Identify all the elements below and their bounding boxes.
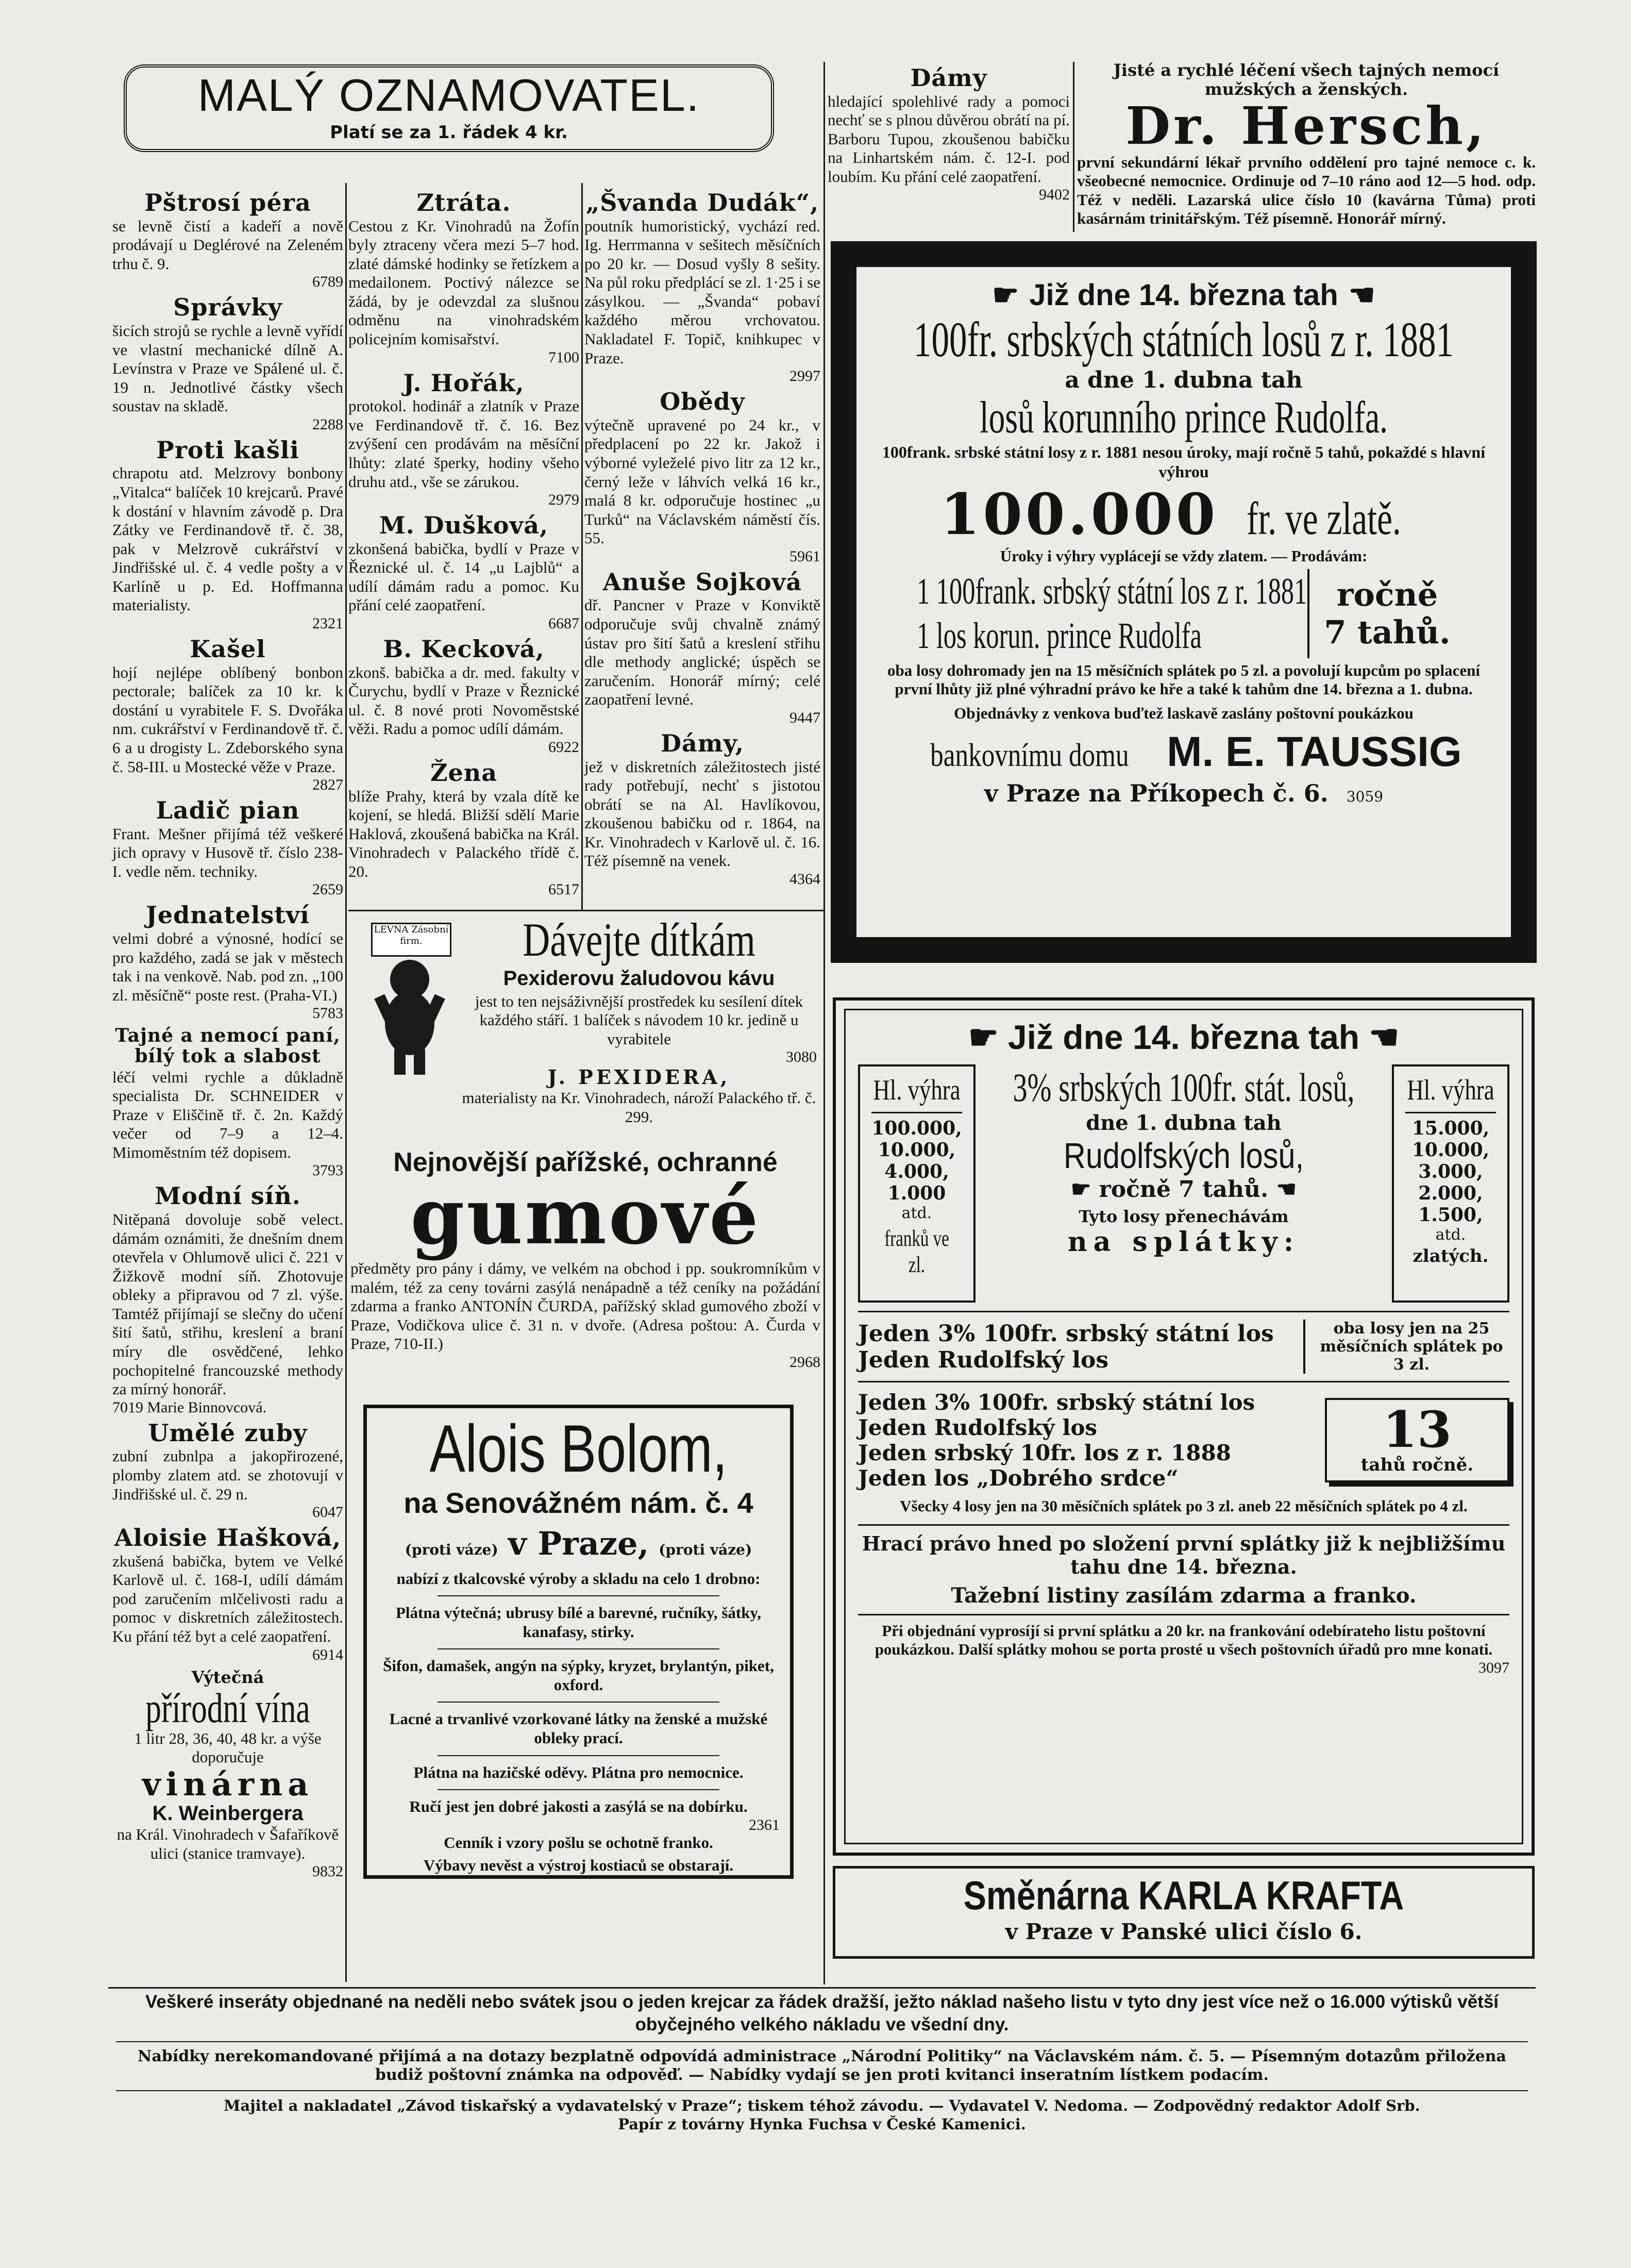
- draws-badge-text: tahů ročně.: [1360, 1455, 1474, 1475]
- prize-value: atd.: [901, 1204, 932, 1222]
- ad-text: hojí nejlépe oblíbený bonbon pectorale; balíček za 10 kr. k dostání u vyrabitele F. S. Dvořáka nm. cukrářství v Ferdinandově tř. č. 6 a u drogisty L. Zdeborského syna č. 58-III. u Mostecké věže v Praze.: [112, 663, 343, 776]
- classified-ad: [584, 730, 820, 888]
- bolom-line: Cenník i vzory pošlu se ochotně franko.: [444, 1833, 713, 1852]
- footer-line: Papír z továrny Hynka Fuchsa v České Kamenici.: [618, 2115, 1026, 2133]
- classified-ad: [112, 1525, 343, 1663]
- ad-title: Aloisie Hašková,: [114, 1524, 342, 1552]
- rubber-code: 2968: [789, 1353, 820, 1371]
- lottery-center1: 3% srbských 100fr. stát. losů,: [1013, 1065, 1355, 1110]
- lottery-four-item: Jeden Rudolfský los: [858, 1415, 1098, 1440]
- ad-title: Ladič pian: [156, 796, 300, 825]
- wine-ad: [112, 1667, 343, 1880]
- lottery-play-box: [858, 1524, 1509, 1615]
- bolom-code: 2361: [749, 1816, 780, 1833]
- rubber-top: Nejnovější pařížské, ochranné: [393, 1147, 778, 1177]
- lottery-four-item: Jeden los „Dobrého srdce“: [858, 1465, 1179, 1491]
- rubber-big: gumové: [410, 1171, 761, 1262]
- column-3: [584, 187, 820, 892]
- taussig-draws: 7 tahů.: [1324, 613, 1451, 652]
- ad-text: se levně čistí a kadeří a nově prodávají u Deglérové na Zeleném trhu č. 9.: [112, 216, 343, 273]
- classified-ad: [112, 1026, 343, 1179]
- ad-text: protokol. hodinář a zlatník v Praze ve Ferdinandově tř. č. 16. Bez zvýšení cen prodávám na měsíční lhůty: zlaté šperky, hodiny všeho druhu atd., vše se zárukou.: [348, 397, 579, 491]
- taussig-line6: Úroky i výhry vyplácejí se vždy zlatem. — Prodávám:: [1000, 547, 1368, 565]
- lottery-four-item: Jeden 3% 100fr. srbský státní los: [858, 1390, 1255, 1415]
- ad-code: 6517: [548, 881, 579, 898]
- classified-ad: [112, 190, 343, 290]
- bolom-divider: [438, 1789, 719, 1790]
- lottery-center6: na splátky:: [1067, 1226, 1300, 1258]
- taussig-addr: v Praze na Příkopech č. 6.: [984, 779, 1329, 808]
- children-text: jest to ten nejsáživnější prostředek ku sesílení dítek každého stáří. 1 balíček s návodem 10 kr. jedině u vyrabitele: [475, 992, 803, 1048]
- prize-box-title: Hl. výhra: [1405, 1074, 1496, 1113]
- ad-text: léčí velmi rychle a důkladně specialista Dr. SCHNEIDER v Praze v Eliščině tř. č. 2n. Každý večer od 7–9 a 12–4. Mimoměstním též dopisem.: [112, 1068, 343, 1161]
- taussig-yearly: ročně: [1336, 576, 1438, 614]
- lottery-four-item: Jeden srbský 10fr. los z r. 1888: [858, 1440, 1231, 1465]
- taussig-bank-name: M. E. TAUSSIG: [1167, 728, 1462, 776]
- ad-code: 2827: [312, 776, 343, 794]
- ad-code: 7019 Marie Binnovcová.: [112, 1398, 267, 1416]
- ad-title: Anuše Sojková: [602, 568, 802, 596]
- ad-title: „Švanda Dudák“,: [585, 189, 819, 216]
- taussig-line7: oba losy dohromady jen na 15 měsíčních splátek po 5 zl. a povolují kupcům po splacení první lhůty již plné výhradní právo ke hře a také k tahům dne 14. března a 1. dubna.: [887, 661, 1481, 698]
- ad-code: 2979: [548, 491, 579, 509]
- taussig-line4: losů korunního prince Rudolfa.: [980, 392, 1388, 443]
- bolom-city-pre: (proti váze): [405, 1541, 498, 1558]
- column-rule-1: [345, 183, 347, 1982]
- ad-code: 6789: [312, 273, 343, 291]
- hersch-text: první sekundární lékař prvního oddělení pro tajné nemoce c. k. všeobecné nemocnice. Ordinuje od 7–10 ráno aod 12—5 hod. odp. Též v neděli. Lazarská ulice číslo 10 (kavárna Tůma) proti kasárnám trinitářským. Též písemně. Honorář mírný.: [1077, 153, 1536, 228]
- footer-divider: [116, 2090, 1528, 2091]
- taussig-amount: 100.000: [940, 480, 1219, 547]
- lottery-line1: ☛ Již dne 14. března tah ☚: [968, 1018, 1400, 1056]
- classified-ad: [112, 636, 343, 793]
- lottery-pair-a: [858, 1311, 1509, 1374]
- ad-code: 6687: [548, 615, 579, 632]
- bolom-line: Plátna výtečná; ubrusy bílé a barevné, ručníky, šátky, kanafasy, stirky.: [395, 1604, 762, 1641]
- ad-text: zkušená babička, bytem ve Velké Karlově ul. č. 168-I, udílí dámám pod zaručením mlčelivosti radu a pomoc v diskretních záležitostech. Ku přání též byt a celé zaopatření.: [112, 1552, 343, 1646]
- column-rule-3: [823, 62, 825, 1985]
- classified-ad: [348, 512, 579, 632]
- bolom-line: Výbavy nevěst a výstroj kostiaců se obstarají.: [423, 1856, 734, 1875]
- lottery-ad: [844, 1009, 1523, 1844]
- bolom-line: nabízí z tkalcovské výroby a skladu na celo 1 drobno:: [396, 1569, 761, 1588]
- taussig-ad-frame: [831, 241, 1537, 963]
- column-rule-2: [581, 183, 583, 910]
- bolom-line: Lacné a trvanlivé vzorkované látky na ženské a mužské obleky prací.: [389, 1710, 768, 1747]
- footer-line: Veškeré inseráty objednané na neděli nebo svátek jsou o jeden krejcar za řádek dražší, ježto náklad našeho listu v tyto dny jest více než o 16.000 výtisků větší obyčejného velkého nákladu ve všední dny.: [145, 1992, 1499, 2034]
- taussig-addr-row: [872, 779, 1495, 807]
- wine-owner: K. Weinbergera: [152, 1802, 304, 1825]
- center-rule: [348, 910, 823, 911]
- pointing-hand-icon: ☛: [968, 1018, 999, 1056]
- prize-value: atd.: [1435, 1226, 1466, 1244]
- prize-value: 2.000,: [1418, 1182, 1483, 1204]
- classified-ad: [584, 190, 820, 385]
- ad-title: Tajné a nemocí paní, bílý tok a slabost: [115, 1025, 341, 1067]
- taussig-code: 3059: [1346, 788, 1384, 806]
- bolom-divider: [438, 1755, 719, 1756]
- bolom-line: Ručí jest jen dobré jakosti a zasýlá se na dobírku.: [409, 1797, 748, 1816]
- hersch-ad: [1077, 61, 1536, 228]
- footer-line: Nabídky nerekomandované přijímá a na dotazy bezplatně odpovídá administrace „Národní Politiky“ na Václavském nám. č. 5. — Písemným dotazům přiložena budiž poštovní známka na odpověď. — Nabídky vydají se jen proti kvitanci inseratním lístkem podacím.: [138, 2047, 1506, 2084]
- ad-text: Cestou z Kr. Vinohradů na Žofín byly ztraceny včera mezi 5–7 hod. zlaté dámské hodinky se řetízkem a medailonem. Poctivý nálezce se žádá, by je odevzdal za slušnou odměnu na vinohradském policejním komisařství.: [348, 216, 579, 348]
- lottery-center4: ☛ ročně 7 tahů. ☚: [1070, 1176, 1297, 1203]
- ad-text: šicích strojů se rychle a levně vyřídí ve vlastní mechanické dílně A. Levínstra v Praze ve Spálené ul. č. 19 n. Jednotlivé částky všech soustav na skladě.: [112, 321, 343, 415]
- ad-code: 6047: [312, 1504, 343, 1521]
- children-coffee-ad: [350, 915, 820, 1142]
- ad-title: J. Hořák,: [403, 369, 525, 397]
- ad-text: chrapotu atd. Melzrovy bonbony „Vitalca“ balíček 10 krejcarů. Pravé k dostání v hlavním závodě p. Dra Zátky ve Ferdinandově tř. č. 38, pak v Melzrově cukrářství v Jindřišské ul. č. 4 vedle pošty a v Karlíně u p. Ed. Hoffmanna materialisty.: [112, 464, 343, 614]
- taussig-amount-suffix: fr. ve zlatě.: [1247, 493, 1402, 544]
- ad-code: 3793: [312, 1162, 343, 1179]
- column-1: [112, 187, 343, 1884]
- ad-text: výtečně upravené po 24 kr., v předplacení po 22 kr. Jakož i výborné vyleželé pivo litr za 12 kr., černý leže v láhvích velká 16 kr., malá 8 kr. odporučuje hostinec „u Turků“ na Václavském náměstí čís. 55.: [584, 415, 820, 547]
- ad-code: 2288: [312, 415, 343, 433]
- ad-title: Dámy: [910, 64, 987, 92]
- pointing-hand-icon: ☚: [1268, 1176, 1297, 1203]
- ad-text: hledající spolehlivé rady a pomoci nechť se s plnou důvěrou obrátí na pí. Barboru Tupou, zkoušenou babičku na Linhartském nám. č. 12-I. pod loubím. Ku přání celé zaopatření.: [828, 92, 1070, 186]
- ad-title: Dámy,: [661, 729, 744, 757]
- pointing-hand-icon: ☛: [992, 278, 1019, 312]
- footer: [116, 1991, 1528, 2133]
- classified-ad: [348, 636, 579, 756]
- bolom-divider: [438, 1595, 719, 1596]
- ad-code: 9402: [1039, 186, 1070, 204]
- lottery-center2: dne 1. dubna tah: [1086, 1111, 1282, 1135]
- ad-title: Správky: [173, 293, 282, 322]
- children-code: 3080: [786, 1048, 817, 1066]
- ad-code: 5961: [789, 547, 820, 565]
- lottery-four: [858, 1381, 1509, 1491]
- krafta-ad: [833, 1866, 1535, 1959]
- prize-box-foot: zlatých.: [1413, 1246, 1489, 1266]
- classified-ad: [112, 437, 343, 632]
- lottery-play2: Tažební listiny zasílám zdarma a franko.: [951, 1583, 1417, 1608]
- logo-figure: [371, 923, 448, 1077]
- footer-line: Majitel a nakladatel „Závod tiskařský a vydavatelský v Praze“; tiskem téhož závodu. — Vydavatel V. Nedoma. — Zodpovědný redaktor Adolf Srb.: [224, 2096, 1420, 2114]
- ad-code: 6914: [312, 1646, 343, 1663]
- bolom-divider: [438, 1702, 719, 1703]
- taussig-pair: [872, 569, 1495, 658]
- ad-title: Ztráta.: [416, 189, 511, 216]
- prize-box-title: Hl. výhra: [871, 1074, 962, 1113]
- ad-title: Umělé zuby: [148, 1419, 308, 1447]
- lottery-center5: Tyto losy přenechávám: [1079, 1207, 1289, 1226]
- children-title: Dávejte dítkám: [523, 913, 755, 966]
- ad-code: 4364: [789, 870, 820, 888]
- classified-ad: [112, 797, 343, 898]
- children-subtitle: Pexiderovu žaludovou kávu: [503, 966, 775, 990]
- logo-sign: [371, 923, 451, 957]
- bolom-name: Alois Bolom,: [429, 1411, 728, 1486]
- ad-text: Frant. Mešner přijímá též veškeré jich opravy v Husově tř. číslo 238-I. vedle něm. techniky.: [112, 824, 343, 880]
- prize-value: 10.000,: [878, 1139, 956, 1161]
- classified-ad: [112, 902, 343, 1022]
- draws-badge-number: 13: [1383, 1400, 1452, 1459]
- lottery-pair-a-note: oba losy jen na 25 měsíčních splátek po 3 zl.: [1303, 1320, 1509, 1374]
- taussig-ad: [856, 267, 1511, 937]
- column-2: [348, 187, 579, 902]
- krafta-addr: v Praze v Panské ulici číslo 6.: [1005, 1919, 1363, 1944]
- ad-title: Modní síň.: [155, 1182, 301, 1210]
- ad-code: 2997: [789, 368, 820, 385]
- ad-code: 7100: [548, 348, 579, 366]
- prize-value: 1.000: [887, 1182, 946, 1204]
- lottery-pair-a1: Jeden 3% 100fr. srbský státní los: [858, 1320, 1274, 1347]
- lottery-ad-frame: [833, 997, 1535, 1856]
- footer-rule: [108, 1987, 1536, 1989]
- draws-badge: [1325, 1398, 1509, 1482]
- children-maker: J. PEXIDERA,: [547, 1065, 731, 1089]
- footer-divider: [116, 2041, 1528, 2042]
- children-addr: materialisty na Kr. Vinohradech, nároží Palackého tř. č. 299.: [462, 1089, 816, 1126]
- hersch-name: Dr. Hersch,: [1125, 95, 1487, 156]
- column-rule-4: [1073, 62, 1074, 232]
- ad-text: zkonšená babička, bydlí v Praze v Řeznické ul. č. 14 „u Lajblů“ a udílí dámám radu a pomoc. Ku přání celé zaopatření.: [348, 539, 579, 614]
- ad-text: zubní zubnlpa a jakopřirozené, plomby zlatem atd. se zhotovují v Jindřišské ul. č. 29 n.: [112, 1447, 343, 1503]
- prize-value: 10.000,: [1411, 1139, 1490, 1161]
- prize-box-right: [1392, 1064, 1509, 1303]
- lottery-play1: Hrací právo hned po složení první splátky již k nejbližšímu tahu dne 14. března.: [862, 1531, 1506, 1578]
- lottery-order: Při objednání vyprosíjí si první splátku a 20 kr. na frankování odebírateho listu poštovní poukázkou. Další splátky mohou se porta prosté u všech poštovních úřadů pro mne konati.: [875, 1621, 1493, 1659]
- ad-title: Žena: [430, 758, 498, 787]
- pointing-hand-icon: ☚: [1369, 1018, 1400, 1056]
- classified-ad: [112, 294, 343, 432]
- taussig-pair2: 1 los korun. prince Rudolfa: [917, 615, 1202, 657]
- lottery-pair-a2: Jeden Rudolfský los: [858, 1346, 1109, 1373]
- ad-title: Obědy: [660, 388, 745, 416]
- classified-ad: [584, 389, 820, 565]
- prize-box-left: [858, 1064, 976, 1303]
- taussig-line5: 100frank. srbské státní losy z r. 1881 nesou úroky, mají ročně 5 tahů, pokaždé s hlavní výhrou: [882, 443, 1486, 481]
- logo-text: LEVNA Zásobní firm.: [374, 924, 449, 946]
- wine-title: přírodní vína: [145, 1684, 310, 1731]
- ad-text: Nitěpaná dovoluje sobě velect. dámám oznámiti, že dnešním dnem otevřela v Ohlumově ulici č. 221 v Žižkově modní síň. Zhotovuje obleky a připravou od 7 zl. výše. Tamtéž přijímají se slečny do učení šití šatů, střihu, kreslení a braní míry dle osvědčené, lehko pochopitelné francouzské methody za mírný honorář.: [112, 1210, 343, 1398]
- lottery-center3: Rudolfských losů,: [1063, 1136, 1304, 1176]
- taussig-line8: Objednávky z venkova buďtež laskavě zaslány poštovní poukázkou: [954, 704, 1414, 722]
- classified-ad: [112, 1183, 343, 1415]
- header-subtitle: Platí se za 1. řádek 4 kr.: [330, 122, 568, 143]
- classified-ad: [348, 760, 579, 898]
- ad-code: 6922: [548, 738, 579, 756]
- ad-code: 2659: [312, 881, 343, 898]
- classified-ad: [584, 569, 820, 726]
- classified-ad: [348, 190, 579, 366]
- bolom-divider: [438, 1648, 719, 1649]
- ad-code: 5783: [312, 1005, 343, 1022]
- prize-value: 4.000,: [884, 1161, 949, 1182]
- wine-pre: Výtečná: [191, 1667, 264, 1687]
- ad-title: B. Kecková,: [383, 635, 545, 663]
- wine-name: vinárna: [142, 1765, 314, 1803]
- bolom-addr: na Senovážném nám. č. 4: [403, 1486, 753, 1519]
- lottery-code: 3097: [1478, 1659, 1509, 1676]
- header-box: [124, 64, 774, 152]
- classified-ad: [112, 1420, 343, 1521]
- taussig-bank: bankovnímu domu: [930, 737, 1129, 774]
- rubber-goods-ad: [350, 1147, 820, 1397]
- taussig-line3: a dne 1. dubna tah: [1065, 366, 1303, 393]
- bolom-line: Plátna na hazičské oděvy. Plátna pro nemocnice.: [413, 1763, 744, 1781]
- rubber-text: předměty pro pány i dámy, ve velkém na obchod i pp. soukromníkům v malém, též za ceny továrni zasýlá nenápadně a též ceníky na požádání zdarma a franko ANTONÍN ČURDA, pařížský sklad gumového zboží v Praze, Vodičkova ulice č. 31 n. v dvoře. (Adresa poštou: A. Čurda v Praze, 710-II.): [350, 1259, 820, 1353]
- prize-value: 1.500,: [1418, 1204, 1483, 1226]
- prize-value: 3.000,: [1418, 1161, 1483, 1182]
- ad-text: dř. Pancner v Praze v Konviktě odporučuje svůj chvalně známý ústav pro šití šatů a kreslení střihu dle methody anglické; úspěch se zaručením. Honorář mírný; celé zaopatření levné.: [584, 596, 820, 709]
- ad-text: zkonš. babička a dr. med. fakulty v Čurychu, bydlí v Praze v Řeznické ul. č. 8 nové proti Novoměstské věži. Radu a pomoc udílí dámám.: [348, 663, 579, 738]
- lottery-all4: Všecky 4 losy jen na 30 měsíčních splátek po 3 zl. aneb 22 měsíčních splátek po 4 zl.: [900, 1497, 1468, 1515]
- ad-title: Kašel: [190, 635, 266, 663]
- wine-text: 1 litr 28, 36, 40, 48 kr. a výše doporučuje: [134, 1729, 322, 1766]
- wine-addr: na Král. Vinohradech v Šafaříkově ulici (stanice tramvaye).: [116, 1825, 339, 1862]
- taussig-amount-row: [872, 482, 1495, 547]
- child-figure-icon: [371, 954, 448, 1077]
- bolom-city-post: (proti váze): [659, 1541, 752, 1558]
- ad-title: Proti kašli: [156, 436, 299, 464]
- ad-code: 2321: [312, 615, 343, 632]
- ad-title: Jednatelství: [146, 901, 310, 929]
- bolom-line: Šifon, damašek, angýn na sýpky, kryzet, brylantýn, piket, oxford.: [383, 1657, 774, 1694]
- ad-text: blíže Prahy, která by vzala dítě ke kojení, se hledá. Bližší sdělí Marie Haklová, zkoušená babička na Král. Vinohradech v Palackého třídě č. 20.: [348, 787, 579, 880]
- krafta-title: Směnárna KARLA KRAFTA: [963, 1873, 1404, 1918]
- ad-code: 9447: [789, 709, 820, 726]
- bolom-city: v Praze,: [508, 1524, 649, 1562]
- taussig-line2: 100fr. srbských státních losů z r. 1881: [913, 312, 1454, 367]
- prize-value: 15.000,: [1411, 1118, 1490, 1139]
- ad-title: Pštrosí péra: [144, 189, 311, 216]
- hersch-top: Jisté a rychlé léčení všech tajných nemocí mužských a ženských.: [1113, 60, 1500, 99]
- wine-code: 9832: [312, 1863, 343, 1880]
- ad-text: velmi dobré a výnosné, hodící se pro každého, zadá se jak v městech tak i na venkově. Nab. pod zn. „100 zl. měsíčně“ poste rest. (Praha-VI.): [112, 929, 343, 1004]
- taussig-line1: ☛ Již dne 14. března tah ☚: [992, 278, 1375, 312]
- ad-text: poutník humoristický, vychází red. Ig. Herrmanna v sešitech měsíčních po 20 kr. — Dosud vyšly 8 sešity. Na půl roku předplácí se zl. 1·25 i se zásylkou. — „Švanda“ pobaví každého měrou vrchovatou. Nakladatel F. Topič, knihkupec v Praze.: [584, 216, 820, 367]
- classified-ad: [348, 370, 579, 508]
- taussig-pair1: 1 100frank. srbský státní los z r. 1881: [917, 570, 1307, 612]
- prize-value: 100.000,: [871, 1118, 962, 1139]
- ad-title: M. Dušková,: [379, 511, 549, 540]
- header-title: MALÝ OZNAMOVATEL.: [197, 70, 700, 121]
- bolom-ad: [363, 1405, 794, 1879]
- taussig-bank-row: [872, 728, 1495, 776]
- prize-box-foot: franků ve zl.: [884, 1226, 949, 1277]
- column-4-top: [828, 62, 1070, 207]
- pointing-hand-icon: ☚: [1348, 278, 1375, 312]
- ad-text: jež v diskretních záležitostech jisté rady potřebují, nechť s jistotou obrátí se na Al. Havlíkovou, zkoušenou babičku od r. 1864, na Kr. Vinohradech v Karlově ul. č. 16. Též písemně na venek.: [584, 757, 820, 870]
- pointing-hand-icon: ☛: [1070, 1176, 1099, 1203]
